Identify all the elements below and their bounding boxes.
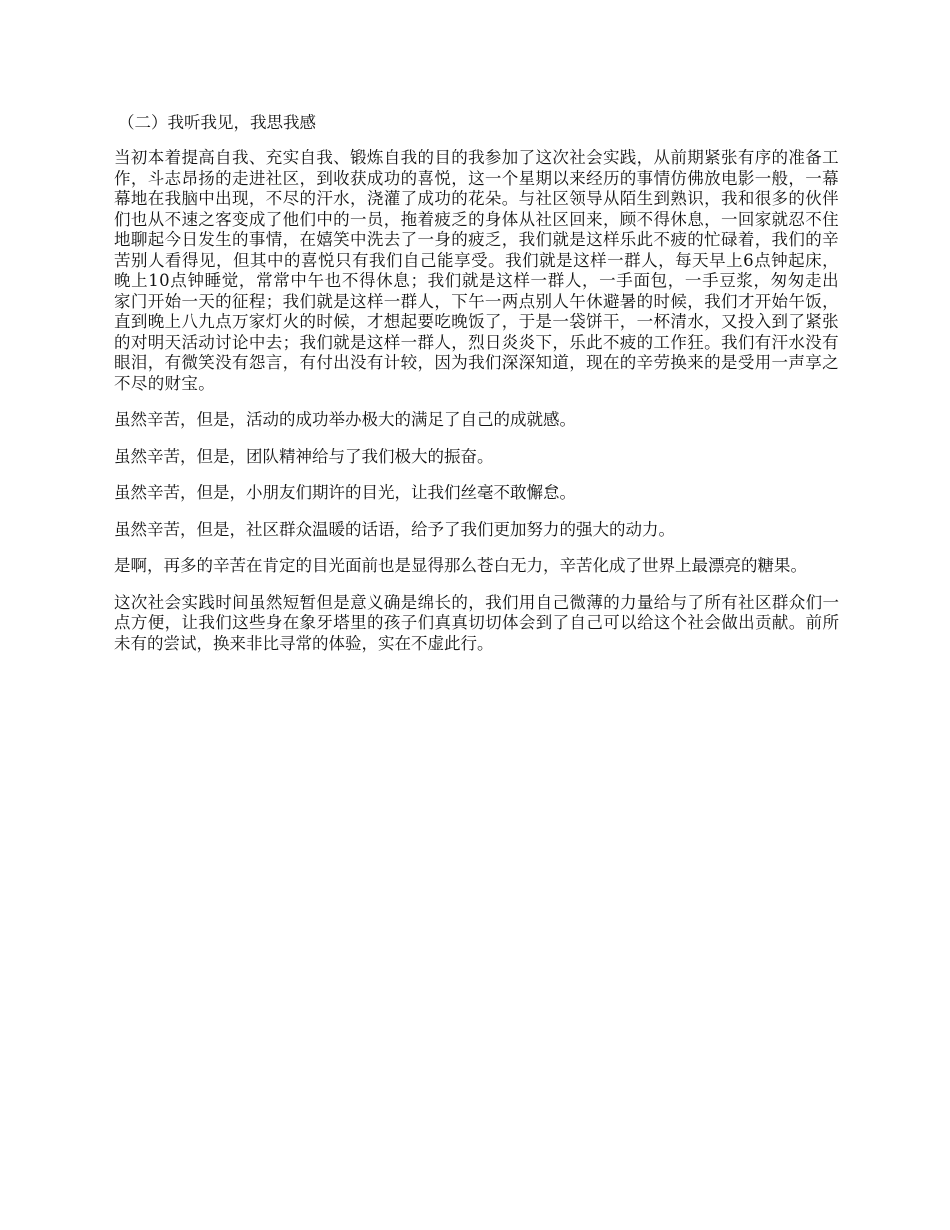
paragraph-achievement: 虽然辛苦，但是，活动的成功举办极大的满足了自己的成就感。 (114, 410, 576, 429)
paragraph-community: 虽然辛苦，但是，社区群众温暖的话语，给予了我们更加努力的强大的动力。 (114, 519, 675, 539)
paragraph-reflection: 当初本着提高自我、充实自我、锻炼自我的目的我参加了这次社会实践，从前期紧张有序的准备工作，斗志昂扬的走进社区，到收获成功的喜悦，这一个星期以来经历的事情仿佛放电影一般，一幕幕地在我脑中出现，不尽的汗水，浇灌了成功的花朵。与社区领导从陌生到熟识，我和很多的伙伴们也从不速之客变成了他们中的一员，拖着疲乏的身体从社区回来，顾不得休息，一回家就忍不住地聊起今日发生的事情，在嬉笑中洗去了一身的疲乏，我们就是这样乐此不疲的忙碌着，我们的辛苦别人看得见，但其中的喜悦只有我们自己能享受。我们就是这样一群人，每天早上6点钟起床，晚上10点钟睡觉，常常中午也不得休息；我们就是这样一群人，一手面包，一手豆浆，匆匆走出家门开始一天的征程；我们就是这样一群人，下午一两点别人午休避暑的时候，我们才开始午饭，直到晚上八九点万家灯火的时候，才想起要吃晚饭了，于是一袋饼干，一杯清水，又投入到了紧张的对明天活动讨论中去；我们就是这样一群人，烈日炎炎下，乐此不疲的工作狂。我们有汗水没有眼泪，有微笑没有怨言，有付出没有计较，因为我们深深知道，现在的辛劳换来的是受用一声享之不尽的财宝。 (114, 148, 839, 393)
paragraph-conclusion: 这次社会实践时间虽然短暂但是意义确是绵长的，我们用自己微薄的力量给与了所有社区群众们一点方便，让我们这些身在象牙塔里的孩子们真真切切体会到了自己可以给这个社会做出贡献。前所未有的尝试，换来非比寻常的体验，实在不虚此行。 (114, 592, 839, 653)
section-heading: （二）我听我见，我思我感 (118, 113, 316, 132)
paragraph-children: 虽然辛苦，但是，小朋友们期许的目光，让我们丝毫不敢懈怠。 (114, 483, 576, 502)
document-page (114, 110, 839, 670)
paragraph-team-spirit: 虽然辛苦，但是，团队精神给与了我们极大的振奋。 (114, 446, 494, 466)
paragraph-candy: 是啊，再多的辛苦在肯定的目光面前也是显得那么苍白无力，辛苦化成了世界上最漂亮的糖果。 (114, 556, 807, 575)
